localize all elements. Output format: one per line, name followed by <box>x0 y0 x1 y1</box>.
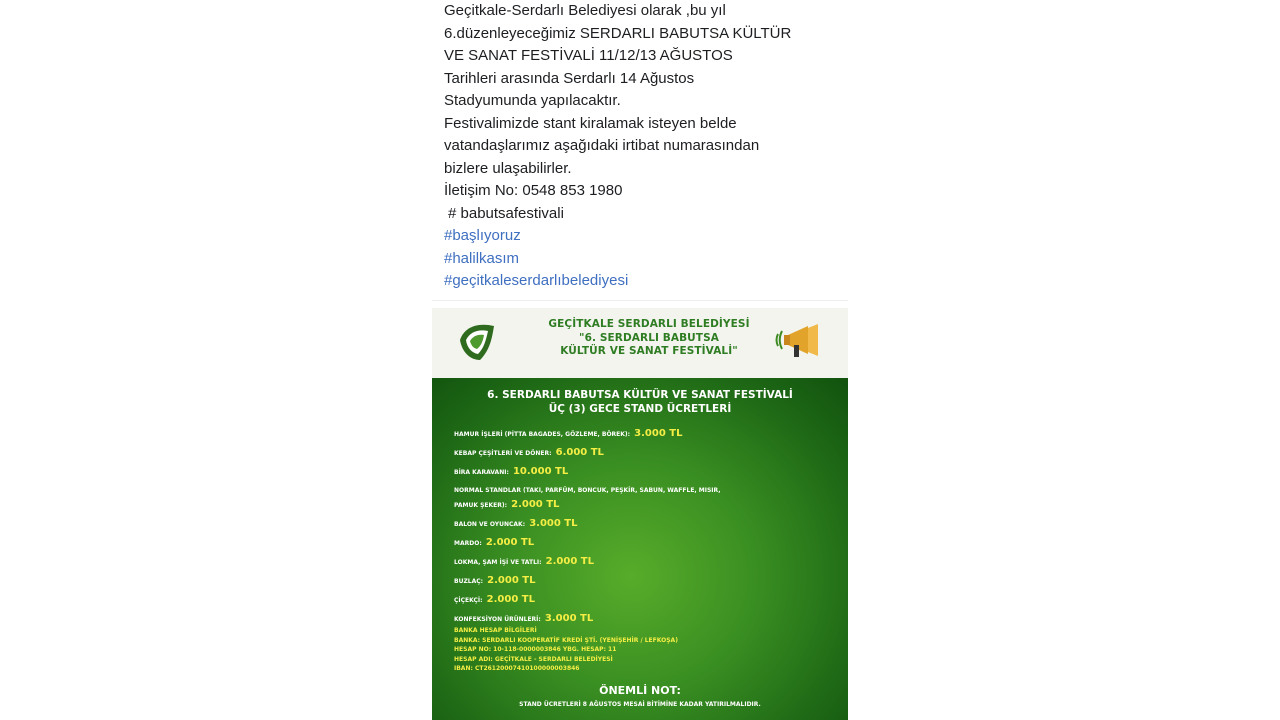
price-list <box>454 425 834 629</box>
contact-number: İletişim No: 0548 853 1980 <box>444 182 623 199</box>
price-label: KEBAP ÇEŞİTLERİ VE DÖNER: <box>454 450 552 457</box>
price-value: 6.000 TL <box>555 447 604 458</box>
stand-fees-poster[interactable] <box>432 378 848 720</box>
price-item <box>454 425 834 444</box>
price-value: 3.000 TL <box>544 613 594 624</box>
price-label: HAMUR İŞLERİ (PİTTA BAGADES, GÖZLEME, BÖREK): <box>454 431 631 438</box>
post-line: Stadyumunda yapılacaktır. <box>444 92 621 109</box>
price-value: 2.000 TL <box>511 499 560 510</box>
price-label-cont: PAMUK ŞEKER): <box>454 502 508 509</box>
price-value: 10.000 TL <box>512 466 569 477</box>
divider <box>432 300 848 301</box>
banner-line: GEÇİTKALE SERDARLI BELEDİYESİ <box>548 318 750 330</box>
price-label: MARDO: <box>454 540 482 547</box>
post-line: bizlere ulaşabilirler. <box>444 159 572 177</box>
banner-line: KÜLTÜR VE SANAT FESTİVALİ" <box>560 345 738 357</box>
price-label: BİRA KARAVANI: <box>454 469 509 476</box>
price-item <box>454 534 834 553</box>
poster-title-line: ÜÇ (3) GECE STAND ÜCRETLERİ <box>548 403 732 415</box>
banner-title <box>504 318 794 359</box>
post-text <box>444 0 844 293</box>
megaphone-icon <box>774 320 832 364</box>
price-value: 2.000 TL <box>545 556 594 567</box>
bank-info-line: HESAP ADI: GEÇİTKALE - SERDARLI BELEDİYESİ <box>454 655 613 663</box>
hashtag-link[interactable]: #halilkasım <box>444 249 520 267</box>
post-line: vatandaşlarımız aşağıdaki irtibat numarasından <box>444 137 760 154</box>
price-label: BUZLAÇ: <box>454 578 484 585</box>
price-value: 3.000 TL <box>529 518 578 529</box>
price-item <box>454 485 834 515</box>
hashtag-link[interactable]: #geçitkaleserdarlıbelediyesi <box>444 272 629 289</box>
post-card <box>432 0 848 720</box>
price-item <box>454 553 834 572</box>
price-value: 2.000 TL <box>487 575 536 586</box>
post-line: Tarihleri arasında Serdarlı 14 Ağustos <box>444 69 695 87</box>
price-item <box>454 444 834 463</box>
municipality-logo-icon <box>456 320 498 364</box>
plain-hashtag: # babutsafestivali <box>448 204 564 222</box>
price-label: LOKMA, ŞAM İŞİ VE TATLI: <box>454 559 542 566</box>
price-item <box>454 591 834 610</box>
price-value: 2.000 TL <box>486 594 535 605</box>
festival-banner[interactable] <box>432 308 848 378</box>
bank-info-title: BANKA HESAP BİLGİLERİ <box>454 627 537 634</box>
bank-info-line: IBAN: CT26120007410100000003846 <box>454 665 580 672</box>
post-line: Festivalimizde stant kiralamak isteyen belde <box>444 114 737 132</box>
post-line: Geçitkale-Serdarlı Belediyesi olarak ,bu yıl <box>444 2 726 19</box>
poster-title-line: 6. SERDARLI BABUTSA KÜLTÜR VE SANAT FESTİVALİ <box>487 389 793 401</box>
price-item <box>454 572 834 591</box>
post-line: 6.düzenleyeceğimiz SERDARLI BABUTSA KÜLTÜR <box>444 24 792 42</box>
poster-title <box>432 388 848 416</box>
price-value: 2.000 TL <box>485 537 535 548</box>
price-label: KONFEKSİYON ÜRÜNLERİ: <box>454 616 541 623</box>
banner-line: "6. SERDARLI BABUTSA <box>579 331 719 344</box>
important-note-title: ÖNEMLİ NOT: <box>599 684 681 697</box>
price-label: ÇİÇEKÇİ: <box>454 597 483 604</box>
bank-info-line: HESAP NO: 10-118-0000003846 YBG. HESAP: 11 <box>454 646 617 653</box>
price-value: 3.000 TL <box>634 428 683 439</box>
hashtag-link[interactable]: #başlıyoruz <box>444 227 521 244</box>
post-line: VE SANAT FESTİVALİ 11/12/13 AĞUSTOS <box>444 47 733 64</box>
price-item <box>454 463 834 482</box>
price-label: BALON VE OYUNCAK: <box>454 521 526 528</box>
bank-info-line: BANKA: SERDARLI KOOPERATİF KREDİ ŞTİ. (YENİŞEHİR / LEFKOŞA) <box>454 636 678 644</box>
important-note-text: STAND ÜCRETLERİ 8 AĞUSTOS MESAİ BİTİMİNE KADAR YATIRILMALIDIR. <box>519 701 761 708</box>
price-label: NORMAL STANDLAR (TAKI, PARFÜM, BONCUK, PEŞKİR, SABUN, WAFFLE, MISIR, <box>454 487 721 494</box>
bank-info <box>454 626 834 674</box>
price-item <box>454 515 834 534</box>
